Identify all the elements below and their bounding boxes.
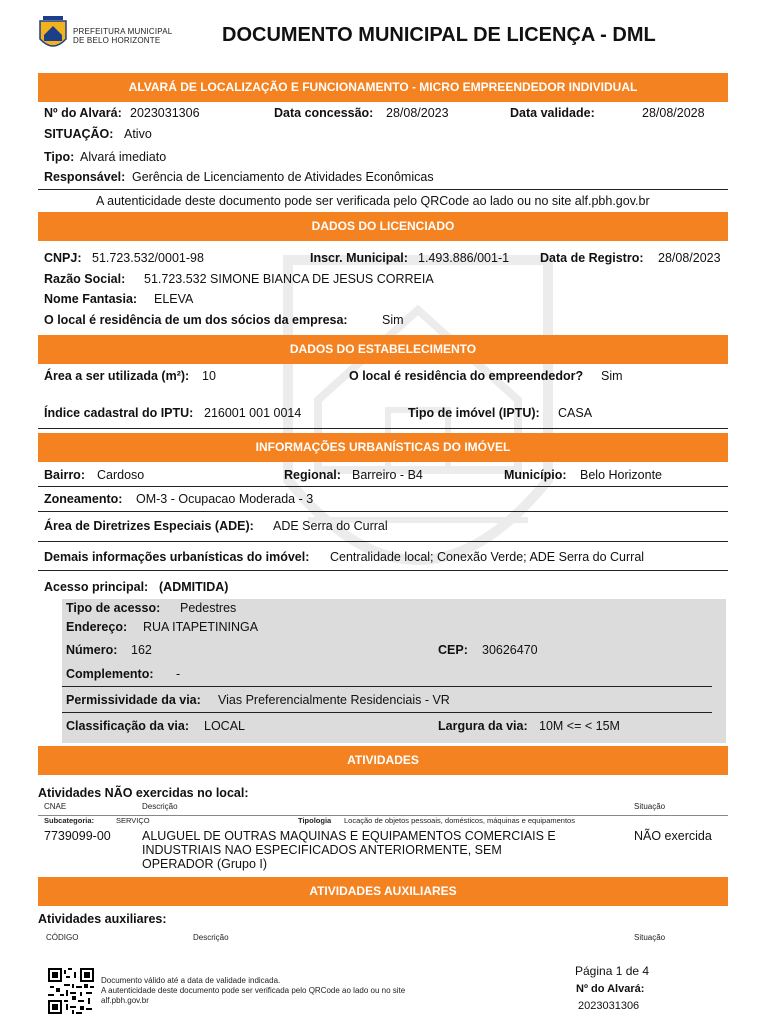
page-title: DOCUMENTO MUNICIPAL DE LICENÇA - DML — [222, 24, 656, 46]
tipo-imovel-label: Tipo de imóvel (IPTU): — [408, 406, 540, 420]
numero-value: 162 — [131, 643, 152, 657]
residencia-socios-value: Sim — [382, 313, 404, 327]
area-label: Área a ser utilizada (m²): — [44, 369, 190, 383]
alvara-number-label: Nº do Alvará: — [44, 106, 122, 120]
inscr-value: 1.493.886/001-1 — [418, 251, 510, 265]
ade-label: Área de Diretrizes Especiais (ADE): — [44, 519, 254, 533]
classificacao-label: Classificação da via: — [66, 719, 189, 733]
alvara-number: 2023031306 — [130, 106, 200, 120]
divider — [38, 570, 728, 571]
logo-line-1: PREFEITURA MUNICIPAL — [73, 27, 173, 36]
iptu-label: Índice cadastral do IPTU: — [44, 406, 194, 420]
auxiliares-section-bar: ATIVIDADES AUXILIARES — [38, 877, 728, 906]
col-situacao: Situação — [634, 802, 666, 811]
cnae-code: 7739099-00 — [44, 829, 111, 843]
atividades-section-bar: ATIVIDADES — [38, 746, 728, 775]
fantasia-label: Nome Fantasia: — [44, 292, 138, 306]
municipio-label: Município: — [504, 468, 567, 482]
permissividade-value: Vias Preferencialmente Residenciais - VR — [218, 693, 450, 707]
subcategoria-value: SERVIÇO — [116, 816, 150, 825]
bairro-value: Cardoso — [97, 468, 145, 482]
situacao-value: Ativo — [124, 127, 152, 141]
demais-label: Demais informações urbanísticas do imóvel: — [44, 550, 310, 564]
regional-value: Barreiro - B4 — [352, 468, 423, 482]
endereco-label: Endereço: — [66, 620, 128, 634]
concessao-date: 28/08/2023 — [386, 106, 449, 120]
complemento-value: - — [176, 667, 181, 681]
cnpj-label: CNPJ: — [44, 251, 82, 265]
largura-value: 10M <= < 15M — [539, 719, 620, 733]
cep-label: CEP: — [438, 643, 468, 657]
divider — [38, 541, 728, 542]
nao-exercidas-heading: Atividades NÃO exercidas no local: — [38, 786, 249, 800]
city-logo — [38, 15, 173, 55]
activity-situation: NÃO exercida — [634, 829, 712, 843]
estabelecimento-section-bar: DADOS DO ESTABELECIMENTO — [38, 335, 728, 364]
residencia-empreendedor-value: Sim — [601, 369, 623, 383]
municipio-value: Belo Horizonte — [580, 468, 662, 482]
divider — [38, 511, 728, 512]
tipo-imovel-value: CASA — [558, 406, 593, 420]
fantasia-value: ELEVA — [154, 292, 194, 306]
validade-label: Data validade: — [510, 106, 595, 120]
tipo-acesso-value: Pedestres — [180, 601, 237, 615]
residencia-socios-label: O local é residência de um dos sócios da empresa: — [44, 313, 348, 327]
subcategoria-label: Subcategoria: — [44, 816, 95, 825]
footer-line: A autenticidade deste documento pode ser verificada pelo QRCode ao lado ou no site — [101, 986, 406, 995]
divider — [38, 189, 728, 190]
acesso-value: (ADMITIDA) — [159, 580, 229, 594]
residencia-empreendedor-label: O local é residência do empreendedor? — [349, 369, 584, 383]
divider — [38, 486, 728, 487]
responsavel-label: Responsável: — [44, 170, 126, 184]
zoneamento-label: Zoneamento: — [44, 492, 123, 506]
col-cnae: CNAE — [44, 802, 67, 811]
tipo-value: Alvará imediato — [80, 150, 167, 164]
footer-alvara-label: Nº do Alvará: — [576, 983, 645, 995]
logo-line-2: DE BELO HORIZONTE — [73, 36, 161, 45]
divider — [62, 686, 712, 687]
cnpj-value: 51.723.532/0001-98 — [92, 251, 204, 265]
activity-description-line: INDUSTRIAIS NAO ESPECIFICADOS ANTERIORMENTE, SEM — [142, 843, 502, 857]
validade-date: 28/08/2028 — [642, 106, 705, 120]
tipo-label: Tipo: — [44, 150, 75, 164]
col-descricao: Descrição — [142, 802, 178, 811]
inscr-label: Inscr. Municipal: — [310, 251, 408, 265]
cep-value: 30626470 — [482, 643, 538, 657]
activity-description-line: OPERADOR (Grupo I) — [142, 857, 268, 871]
permissividade-label: Permissividade da via: — [66, 693, 201, 707]
razao-value: 51.723.532 SIMONE BIANCA DE JESUS CORREIA — [144, 272, 434, 286]
licenciado-section-bar: DADOS DO LICENCIADO — [38, 212, 728, 241]
demais-value: Centralidade local; Conexão Verde; ADE Serra do Curral — [330, 550, 645, 564]
numero-label: Número: — [66, 643, 118, 657]
regional-label: Regional: — [284, 468, 341, 482]
footer-note — [101, 976, 405, 1006]
concessao-label: Data concessão: — [274, 106, 374, 120]
responsavel-value: Gerência de Licenciamento de Atividades Econômicas — [132, 170, 434, 184]
registro-value: 28/08/2023 — [658, 251, 721, 265]
auxiliares-heading: Atividades auxiliares: — [38, 912, 167, 926]
col-situacao-aux: Situação — [634, 933, 666, 942]
registro-label: Data de Registro: — [540, 251, 644, 265]
iptu-value: 216001 001 0014 — [204, 406, 302, 420]
activity-description — [142, 829, 556, 871]
classificacao-value: LOCAL — [204, 719, 245, 733]
acesso-label: Acesso principal: — [44, 580, 149, 594]
autenticidade-note: A autenticidade deste documento pode ser verificada pelo QRCode ao lado ou no site alf.pbh.gov.br — [96, 194, 650, 208]
razao-label: Razão Social: — [44, 272, 126, 286]
situacao-label: SITUAÇÃO: — [44, 127, 114, 141]
footer-line: alf.pbh.gov.br — [101, 996, 149, 1005]
bairro-label: Bairro: — [44, 468, 85, 482]
col-descricao-aux: Descrição — [193, 933, 229, 942]
tipo-acesso-label: Tipo de acesso: — [66, 601, 161, 615]
complemento-label: Complemento: — [66, 667, 154, 681]
ade-value: ADE Serra do Curral — [273, 519, 388, 533]
col-codigo: CÓDIGO — [46, 933, 79, 942]
largura-label: Largura da via: — [438, 719, 528, 733]
endereco-value: RUA ITAPETININGA — [143, 620, 259, 634]
activity-description-line: ALUGUEL DE OUTRAS MAQUINAS E EQUIPAMENTOS COMERCIAIS E — [142, 829, 556, 843]
coat-of-arms-icon — [38, 15, 68, 53]
page-number: Página 1 de 4 — [575, 964, 650, 978]
tipologia-value: Locação de objetos pessoais, domésticos, máquinas e equipamentos — [344, 816, 575, 825]
urbanisticas-section-bar: INFORMAÇÕES URBANÍSTICAS DO IMÓVEL — [38, 433, 728, 462]
divider — [62, 712, 712, 713]
divider — [38, 428, 728, 429]
area-value: 10 — [202, 369, 216, 383]
footer-line: Documento válido até a data de validade indicada. — [101, 976, 281, 985]
footer-alvara-number: 2023031306 — [578, 1000, 640, 1012]
alvara-section-bar: ALVARÁ DE LOCALIZAÇÃO E FUNCIONAMENTO - MICRO EMPREENDEDOR INDIVIDUAL — [38, 73, 728, 102]
tipologia-label: Tipologia — [298, 816, 332, 825]
qr-code-icon — [48, 968, 94, 1014]
zoneamento-value: OM-3 - Ocupacao Moderada - 3 — [136, 492, 314, 506]
